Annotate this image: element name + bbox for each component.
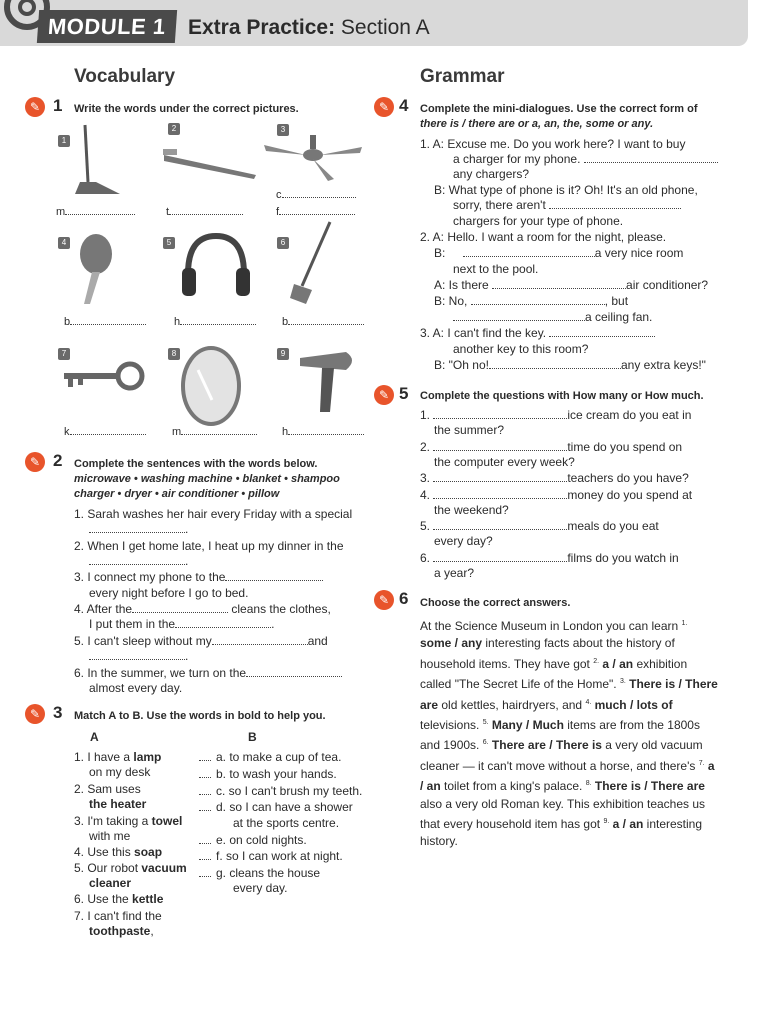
picture-number: 6 [277,237,289,249]
ex4-number: 4 [399,96,409,115]
ex3-answer-blank[interactable] [199,800,211,811]
ex3-b-item: d. so I can have a shower [199,800,353,816]
ex3-a-item: toothpaste, [89,924,154,938]
ex3-b-item: c. so I can't brush my teeth. [199,784,362,800]
picture-number: 5 [163,237,175,249]
edit-icon: ✎ [374,385,394,405]
ex4-line: a charger for my phone. [453,152,718,168]
word-blank: k [64,424,146,438]
choice-option[interactable]: a / an [420,758,715,794]
picture-number: 3 [277,124,289,136]
ex5-answer-blank[interactable] [433,488,567,499]
ex4-line: B: "Oh no! any extra keys!" [434,358,706,372]
choice-option[interactable]: much / lots of [594,697,673,712]
ex3-b-item: e. on cold nights. [199,833,307,849]
ex4-line: a ceiling fan. [453,310,652,326]
toothbrush-picture [160,145,260,185]
mop-picture [70,120,130,200]
ex5-number: 5 [399,384,409,403]
word-blank: b [282,314,364,328]
ex5-question: 2. time do you spend on [420,440,683,454]
ex4-line: 2. A: Hello. I want a room for the night, please. [420,230,667,244]
edit-icon: ✎ [25,704,45,724]
choice-option[interactable]: Many / Much [491,718,564,733]
ex2-sentence: 2. When I get home late, I heat up my dinner in the [74,539,344,553]
edit-icon: ✎ [25,97,45,117]
ex5-question: 1. ice cream do you eat in [420,408,692,422]
ex3-answer-blank[interactable] [199,767,211,778]
ex3-a-item: 5. Our robot vacuum [74,861,187,875]
picture-number: 1 [58,135,70,147]
ex2-sentence: 4. After the cleans the clothes, [74,602,331,616]
ex2-wordbox-line1: microwave • washing machine • blanket • shampoo [74,473,340,485]
ex5-answer-blank[interactable] [433,408,567,419]
ex4-line: 1. A: Excuse me. Do you work here? I want to buy [420,137,686,151]
ex4-instruction-line1: Complete the mini-dialogues. Use the correct form of [420,103,698,115]
ex4-line: B: No, , but [434,294,629,308]
ex2-wordbox-line2: charger • dryer • air conditioner • pillow [74,488,280,500]
broom-picture [288,220,338,308]
word-blank: t [166,204,243,218]
ex4-line: sorry, there aren't [453,198,681,214]
edit-icon: ✎ [25,452,45,472]
ex5-question: 3. teachers do you have? [420,471,689,485]
ex6-paragraph: At the Science Museum in London you can learn $^{1.}$ some / any interesting facts about the history of household items. They have got $^{2.}$ a / an exhibition called "The Secret Life of the Home". $^{3.}$ There is / There are old kettles, hairdryers, and $^{4.}$ much / lots of televisions. $^{5.}$ Many / Much items are from the 1800s and 1900s. $^{6.}$ There are / There is a very old vacuum cleaner — it can't move without a horse, and there's $^{7.}$ a / an toilet from a king's palace. $^{8.}$ There is / There are also a very old Roman key. This exhibition teaches us that every household item has got $^{9.}$ a / an interesting history. [420,619,718,849]
ex4-line: A: Is there air conditioner? [434,278,709,292]
ex5-question: 5. meals do you eat [420,519,659,533]
ex5-answer-blank[interactable] [433,440,567,451]
choice-option[interactable]: There is / There are [420,677,718,712]
ex3-answer-blank[interactable] [199,833,211,844]
ex2-sentence: 6. In the summer, we turn on the [74,666,342,682]
ex3-a-item: 4. Use this soap [74,845,163,859]
ex3-a-item: cleaner [89,876,132,890]
choice-option[interactable]: a / an [612,817,644,832]
ex4-line: another key to this room? [453,342,589,356]
ex5-answer-blank[interactable] [433,551,567,562]
picture-number: 2 [168,123,180,135]
picture-number: 7 [58,348,70,360]
ex2-sentence-cont: every night before I go to bed. [89,586,249,600]
ex3-answer-blank[interactable] [199,784,211,795]
picture-number: 4 [58,237,70,249]
ex3-number: 3 [53,703,63,722]
ex3-a-item: on my desk [89,765,151,779]
ex1-instruction: Write the words under the correct pictures. [74,103,299,115]
ex3-column-b-heading: B [248,730,257,744]
hairdryer-picture [296,348,362,418]
ex5-question-cont: the computer every week? [434,455,575,469]
mirror-picture [178,340,244,428]
ex2-number: 2 [53,451,63,470]
ex3-a-item: 6. Use the kettle [74,892,164,906]
ex5-question-cont: the summer? [434,423,505,437]
ex3-b-item: a. to make a cup of tea. [199,750,341,766]
ex3-instruction: Match A to B. Use the words in bold to help you. [74,710,326,722]
ceiling-fan-picture [262,135,366,185]
picture-number: 9 [277,348,289,360]
ex2-blank[interactable]: . [89,649,188,665]
ex3-column-a-heading: A [90,730,99,744]
ex2-sentence: 1. Sarah washes her hair every Friday with a special [74,507,353,521]
ex4-line: next to the pool. [453,262,539,276]
word-blank: h [282,424,364,438]
ex3-a-item: with me [89,829,131,843]
ex5-answer-blank[interactable] [433,471,567,482]
word-blank: m [56,204,135,218]
ex2-blank[interactable]: . [89,554,188,570]
ex2-instruction: Complete the sentences with the words below. [74,458,318,470]
module-label: MODULE 1 [37,10,177,43]
choice-option[interactable]: some / any [420,636,483,651]
ex5-instruction: Complete the questions with How many or How much. [420,390,704,402]
key-picture [60,358,146,398]
ex4-line: B: What type of phone is it? Oh! It's an old phone, [434,183,698,197]
edit-icon: ✎ [374,590,394,610]
vocabulary-heading: Vocabulary [74,66,176,87]
ex4-instruction-line2: there is / there are or a, an, the, some or any. [420,118,654,130]
ex3-b-item: b. to wash your hands. [199,767,337,783]
choice-option[interactable]: There are / There is [491,738,602,753]
page-title-rest: Section A [335,16,430,39]
ex2-sentence: 5. I can't sleep without my and [74,634,328,648]
ex5-question-cont: every day? [434,534,493,548]
hairbrush-picture [68,232,118,306]
ex4-line: 3. A: I can't find the key. [420,326,655,342]
ex3-answer-blank[interactable] [199,849,211,860]
ex4-line: any chargers? [453,167,530,181]
grammar-heading: Grammar [420,66,505,87]
word-blank: b [64,314,146,328]
ex3-b-item: at the sports centre. [233,816,340,830]
edit-icon: ✎ [374,97,394,117]
word-blank: c [276,187,356,201]
ex1-number: 1 [53,96,63,115]
choice-option[interactable]: a / an [602,656,634,671]
ex6-instruction: Choose the correct answers. [420,597,571,609]
ex2-sentence-cont: almost every day. [89,681,183,695]
page-title [188,16,430,40]
picture-number: 8 [168,348,180,360]
choice-option[interactable]: There is / There are [594,779,705,794]
ex3-b-item: every day. [233,881,288,895]
ex4-line: chargers for your type of phone. [453,214,624,228]
ex3-answer-blank[interactable] [199,750,211,761]
ex5-question: 6. films do you watch in [420,551,679,565]
page-title-bold: Extra Practice: [188,16,336,39]
ex2-sentence-cont: I put them in the . [89,617,275,631]
ex3-a-item: 3. I'm taking a towel [74,814,183,828]
ex5-question: 4. money do you spend at [420,488,693,502]
ex4-line: B: a very nice room [434,246,684,260]
ex6-number: 6 [399,589,409,608]
word-blank: h [174,314,256,328]
headphones-picture [178,230,254,300]
ex3-a-item: 2. Sam uses [74,782,141,796]
word-blank: f [276,204,355,218]
ex3-a-item: the heater [89,797,147,811]
ex5-question-cont: the weekend? [434,503,509,517]
ex5-answer-blank[interactable] [433,519,567,530]
ex5-question-cont: a year? [434,566,475,580]
ex2-blank[interactable]: . [89,522,188,538]
ex3-answer-blank[interactable] [199,866,211,877]
ex2-sentence: 3. I connect my phone to the [74,570,323,586]
ex3-b-item: g. cleans the house [199,866,320,882]
ex3-b-item: f. so I can work at night. [199,849,343,865]
ex3-a-item: 7. I can't find the [74,909,162,923]
ex3-a-item: 1. I have a lamp [74,750,162,764]
word-blank: m [172,424,257,438]
